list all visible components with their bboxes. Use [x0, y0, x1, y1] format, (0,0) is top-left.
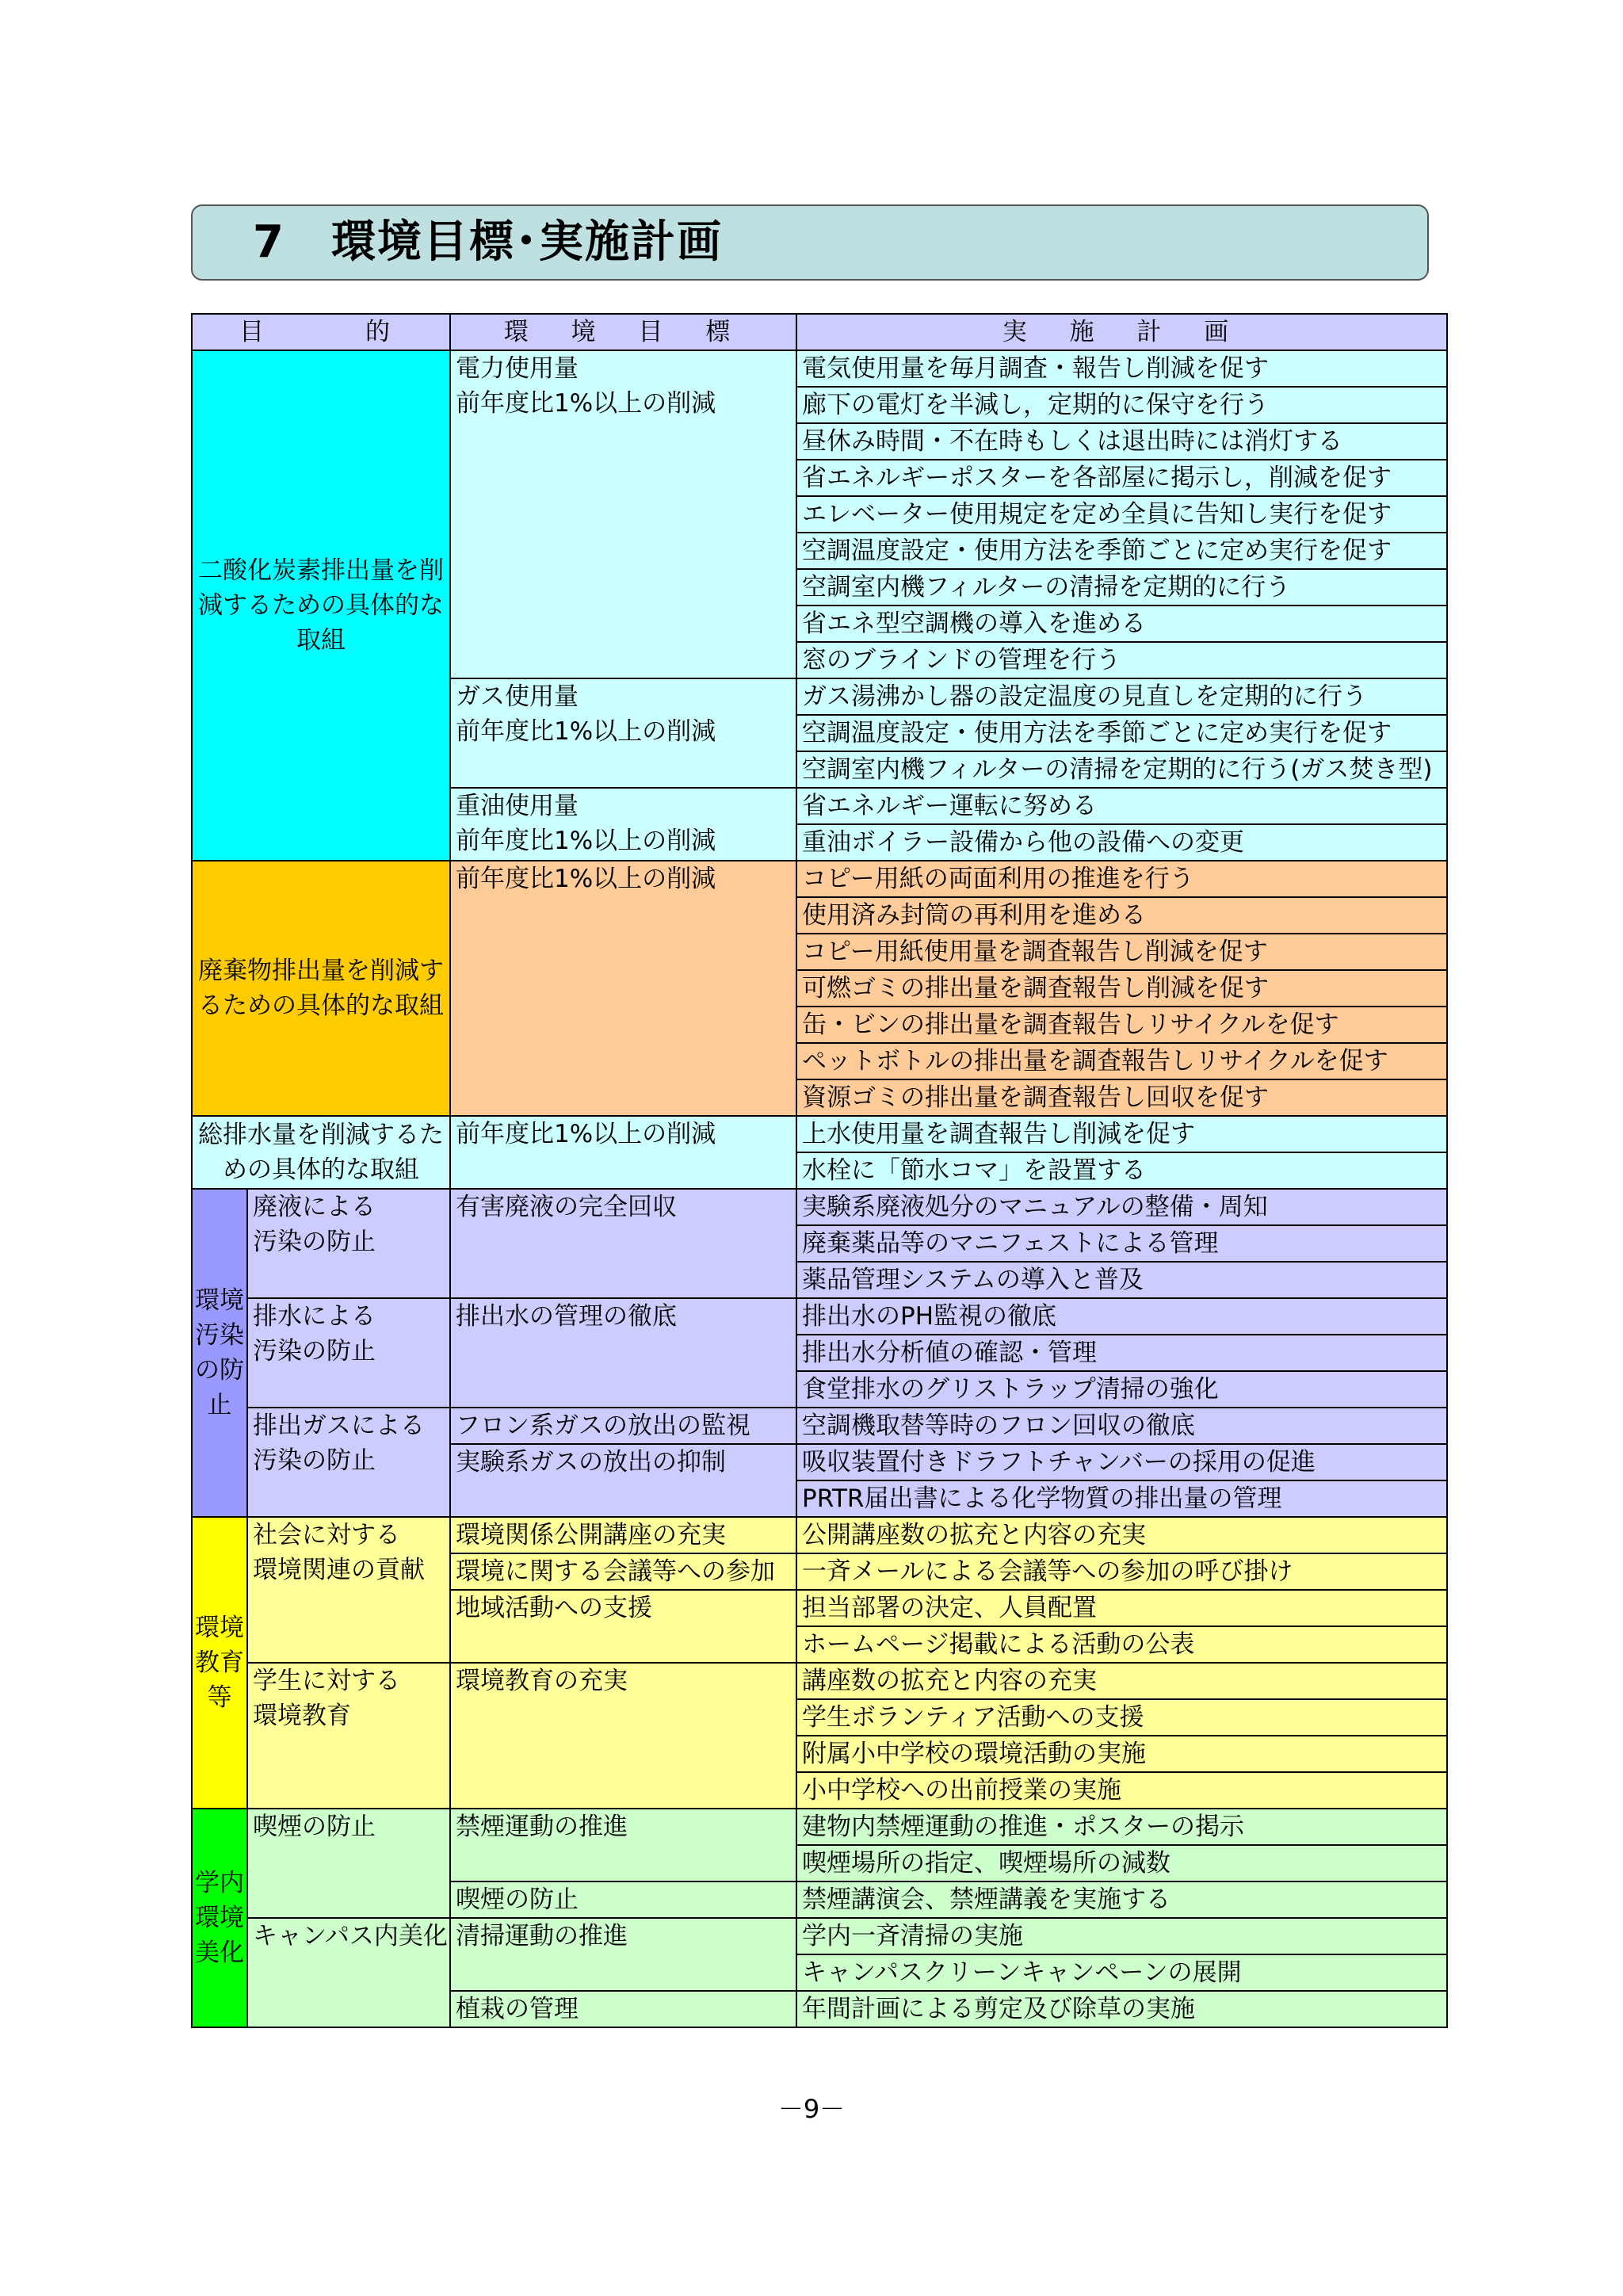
purpose-waste: 廃棄物排出量を削減するための具体的な取組 — [192, 861, 450, 1116]
plan-cell: 窓のブラインドの管理を行う — [796, 642, 1447, 678]
target-cleaning: 清掃運動の推進 — [450, 1918, 796, 1991]
sub-liquid: 廃液による 汚染の防止 — [247, 1189, 450, 1298]
plan-cell: 担当部署の決定、人員配置 — [796, 1590, 1447, 1626]
target-public-lectures: 環境関係公開講座の充実 — [450, 1517, 796, 1553]
table-row — [192, 1408, 1447, 1444]
plan-cell: 省エネルギー運転に努める — [796, 788, 1447, 824]
plan-cell: 吸収装置付きドラフトチャンバーの採用の促進 — [796, 1444, 1447, 1480]
plan-cell: 資源ゴミの排出量を調査報告し回収を促す — [796, 1079, 1447, 1116]
plan-cell: 空調温度設定・使用方法を季節ごとに定め実行を促す — [796, 715, 1447, 751]
target-local: 地域活動への支援 — [450, 1590, 796, 1663]
target-lab-gas: 実験系ガスの放出の抑制 — [450, 1444, 796, 1517]
plan-cell: 空調温度設定・使用方法を季節ごとに定め実行を促す — [796, 533, 1447, 569]
table-row — [192, 1116, 1447, 1152]
section-title: 7 環境目標･実施計画 — [253, 216, 723, 268]
purpose-water: 総排水量を削減するための具体的な取組 — [192, 1116, 450, 1189]
plan-cell: 学内一斉清掃の実施 — [796, 1918, 1447, 1954]
plan-cell: PRTR届出書による化学物質の排出量の管理 — [796, 1480, 1447, 1517]
sub-beautification: キャンパス内美化 — [247, 1918, 450, 2027]
sub-drain: 排水による 汚染の防止 — [247, 1298, 450, 1408]
header-plan: 実 施 計 画 — [796, 314, 1447, 350]
plan-cell: 水栓に「節水コマ」を設置する — [796, 1152, 1447, 1189]
plan-cell: 昼休み時間・不在時もしくは退出時には消灯する — [796, 423, 1447, 460]
plan-cell: 学生ボランティア活動への支援 — [796, 1699, 1447, 1736]
plan-cell: ガス湯沸かし器の設定温度の見直しを定期的に行う — [796, 678, 1447, 715]
plan-cell: キャンパスクリーンキャンペーンの展開 — [796, 1954, 1447, 1991]
sub-smoking: 喫煙の防止 — [247, 1809, 450, 1918]
plan-cell: 廊下の電灯を半減し，定期的に保守を行う — [796, 387, 1447, 423]
plan-cell: ペットボトルの排出量を調査報告しリサイクルを促す — [796, 1043, 1447, 1079]
plan-cell: 缶・ビンの排出量を調査報告しリサイクルを促す — [796, 1007, 1447, 1043]
plan-cell: 空調機取替等時のフロン回収の徹底 — [796, 1408, 1447, 1444]
purpose-co2: 二酸化炭素排出量を削減するための具体的な取組 — [192, 350, 450, 861]
plan-cell: 電気使用量を毎月調査・報告し削減を促す — [796, 350, 1447, 387]
target-freon: フロン系ガスの放出の監視 — [450, 1408, 796, 1444]
table-row — [192, 1517, 1447, 1553]
table-row — [192, 1663, 1447, 1699]
target-electric: 電力使用量 前年度比1%以上の削減 — [450, 350, 796, 678]
plan-cell: 禁煙講演会、禁煙講義を実施する — [796, 1881, 1447, 1918]
plan-cell: 重油ボイラー設備から他の設備への変更 — [796, 824, 1447, 861]
category-pollution: 環境汚染の防止 — [192, 1189, 247, 1517]
section-title-box — [191, 204, 1429, 281]
plan-cell: 公開講座数の拡充と内容の充実 — [796, 1517, 1447, 1553]
plan-cell: 空調室内機フィルターの清掃を定期的に行う — [796, 569, 1447, 606]
plan-cell: 実験系廃液処分のマニュアルの整備・周知 — [796, 1189, 1447, 1225]
target-meetings: 環境に関する会議等への参加 — [450, 1553, 796, 1590]
plan-cell: コピー用紙の両面利用の推進を行う — [796, 861, 1447, 897]
table-row — [192, 1189, 1447, 1225]
target-no-smoking: 禁煙運動の推進 — [450, 1809, 796, 1881]
target-gas: ガス使用量 前年度比1%以上の削減 — [450, 678, 796, 788]
plan-cell: エレベーター使用規定を定め全員に告知し実行を促す — [796, 496, 1447, 533]
target-student: 環境教育の充実 — [450, 1663, 796, 1809]
plan-cell: 廃棄薬品等のマニフェストによる管理 — [796, 1225, 1447, 1262]
target-liquid: 有害廃液の完全回収 — [450, 1189, 796, 1298]
plan-cell: 食堂排水のグリストラップ清掃の強化 — [796, 1371, 1447, 1408]
category-education: 環境教育等 — [192, 1517, 247, 1809]
table-row — [192, 861, 1447, 897]
category-campus: 学内環境美化 — [192, 1809, 247, 2027]
target-drain: 排出水の管理の徹底 — [450, 1298, 796, 1408]
plan-cell: 使用済み封筒の再利用を進める — [796, 897, 1447, 934]
target-oil: 重油使用量 前年度比1%以上の削減 — [450, 788, 796, 861]
target-water: 前年度比1%以上の削減 — [450, 1116, 796, 1189]
page-number: －9－ — [777, 2094, 846, 2124]
plan-cell: 喫煙場所の指定、喫煙場所の減数 — [796, 1845, 1447, 1881]
plan-cell: 講座数の拡充と内容の充実 — [796, 1663, 1447, 1699]
plan-cell: ホームページ掲載による活動の公表 — [796, 1626, 1447, 1663]
plan-cell: コピー用紙使用量を調査報告し削減を促す — [796, 934, 1447, 970]
plan-cell: 小中学校への出前授業の実施 — [796, 1772, 1447, 1809]
table-row — [192, 1298, 1447, 1335]
plan-cell: 建物内禁煙運動の推進・ポスターの掲示 — [796, 1809, 1447, 1845]
plan-cell: 年間計画による剪定及び除草の実施 — [796, 1991, 1447, 2027]
plan-cell: 可燃ゴミの排出量を調査報告し削減を促す — [796, 970, 1447, 1007]
plan-cell: 上水使用量を調査報告し削減を促す — [796, 1116, 1447, 1152]
plan-cell: 省エネ型空調機の導入を進める — [796, 606, 1447, 642]
table-row — [192, 1809, 1447, 1845]
plan-cell: 排出水分析値の確認・管理 — [796, 1335, 1447, 1371]
plan-cell: 附属小中学校の環境活動の実施 — [796, 1736, 1447, 1772]
plan-cell: 排出水のPH監視の徹底 — [796, 1298, 1447, 1335]
plan-cell: 一斉メールによる会議等への参加の呼び掛け — [796, 1553, 1447, 1590]
target-waste: 前年度比1%以上の削減 — [450, 861, 796, 1116]
sub-society: 社会に対する 環境関連の貢献 — [247, 1517, 450, 1663]
table-row — [192, 350, 1447, 387]
table-row — [192, 1918, 1447, 1954]
table-row — [192, 314, 1447, 350]
sub-exhaust-gas: 排出ガスによる 汚染の防止 — [247, 1408, 450, 1517]
plan-cell: 薬品管理システムの導入と普及 — [796, 1262, 1447, 1298]
target-smoking-prevention: 喫煙の防止 — [450, 1881, 796, 1918]
sub-student: 学生に対する 環境教育 — [247, 1663, 450, 1809]
header-target: 環 境 目 標 — [450, 314, 796, 350]
plan-cell: 省エネルギーポスターを各部屋に掲示し，削減を促す — [796, 460, 1447, 496]
header-purpose: 目 的 — [192, 314, 450, 350]
plan-cell: 空調室内機フィルターの清掃を定期的に行う(ガス焚き型) — [796, 751, 1447, 788]
target-planting: 植栽の管理 — [450, 1991, 796, 2027]
environmental-plan-table — [191, 313, 1448, 2028]
